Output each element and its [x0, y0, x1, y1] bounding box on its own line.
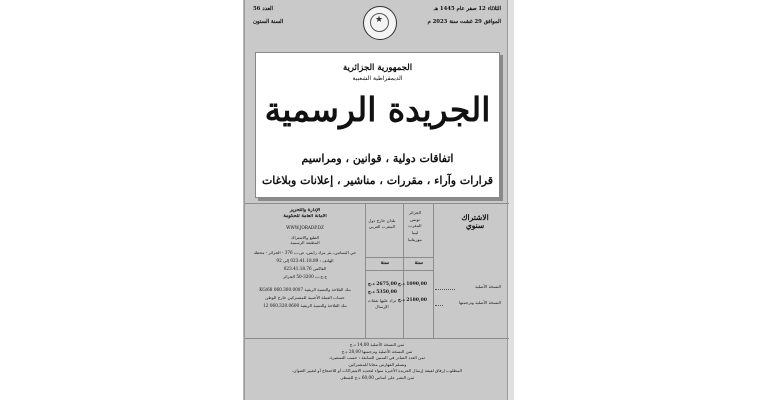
abroad-price-translation: 5350,00 د.ج — [368, 290, 397, 295]
original-translation-label: النسخة الأصلية وترجمتها — [458, 300, 501, 305]
bank-account-2: حساب العملة الأجنبية للمشتركين خارج الوطن — [265, 294, 345, 300]
subscription-heading: الاشتراك سنوي — [461, 213, 489, 231]
date-hijri: الثلاثاء 12 صفر عام 1445 هـ — [433, 6, 501, 12]
gazette-subtitle-2: قرارات وآراء ، مقررات ، مناشير ، إعلانات وبلاغات — [261, 174, 494, 187]
date-gregorian: الموافق 29 غشت سنة 2023 م — [427, 19, 501, 25]
printing-office: المطبعة الرسمية — [290, 239, 320, 245]
postal-address: حي البساتين، بئر مراد رايس، ص.ب 376 - الجزائر - محطة — [253, 249, 357, 255]
title-box — [255, 52, 500, 198]
local-price-original: 1090,00 د.ج — [398, 282, 427, 287]
year-label-local: سنة — [414, 260, 423, 266]
state-seal-icon: ★ — [363, 6, 397, 40]
admin-secretariat: الأمانة العامة للحكومة — [283, 213, 327, 219]
footer-notes — [249, 342, 505, 381]
footer-line: ثمن العدد الصادر في السنين السابقة : حسب التسعيرة. — [329, 355, 425, 360]
fax-number: الفاكس 023.41.18.76 — [283, 265, 327, 271]
footer-line: ثمن النسخة الأصلية 14,00 د.ج — [349, 342, 405, 347]
issue-number: العدد 56 — [253, 6, 273, 12]
original-copy-label: النسخة الأصلية — [475, 284, 501, 289]
website-link[interactable]: WWW.JORADP.DZ — [286, 224, 324, 230]
phone-number: الهاتف : 023.41.18.89 إلى 92 — [276, 257, 334, 263]
footer-line: وتسلم الفهارس مجانا للمشتركين. — [347, 361, 407, 367]
footer-line: ثمن النسخة الأصلية وترجمتها 28,00 د.ج — [341, 348, 413, 354]
abroad-price-original: 2675,00 د.ج — [368, 282, 397, 287]
volume-year: السنة الستون — [253, 19, 284, 25]
local-price-translation: 2180,00 د.ج — [398, 298, 427, 303]
gazette-cover-page — [244, 0, 508, 400]
gazette-subtitle-1: اتفاقات دولية ، قوانين ، ومراسيم — [301, 152, 454, 165]
footer-line: المطلوب إرفاق لفيفة إرسال الجريدة الأخيرة سواء لتجديد الاشتراكات أو للاحتجاج أو لتغيير العنوان. — [292, 368, 462, 373]
abroad-label: بلدان خارج دول المغرب العربي — [368, 218, 396, 230]
ccp-account: ح.ج.ب 3200-50 الجزائر — [282, 273, 328, 279]
printing-title: الطبع والاشتراك — [291, 234, 319, 240]
gazette-title: الجريدة الرسمية — [264, 90, 491, 129]
postage-note: تزاد عليها نفقات الإرسال — [367, 298, 397, 310]
administration-block — [249, 208, 361, 308]
admin-title: الإدارة والتحرير — [289, 208, 321, 213]
year-label-abroad: سنة — [380, 260, 389, 266]
header — [245, 0, 507, 52]
maghreb-countries-list: الجزائر تونس المغرب ليبيا موريتانيا — [408, 210, 422, 242]
republic-name: الجمهورية الجزائرية — [342, 63, 413, 73]
bank-account-3: بنك الفلاحة والتنمية الريفية 060.320.0600 12 — [263, 302, 347, 308]
bank-account-1: بنك الفلاحة والتنمية الريفية 060.300.0007 68/KG — [259, 286, 351, 292]
footer-line: ثمن النشر على أساس 60,00 د.ج للسطر. — [339, 374, 415, 380]
republic-subtitle: الديمقراطية الشعبية — [352, 75, 403, 82]
